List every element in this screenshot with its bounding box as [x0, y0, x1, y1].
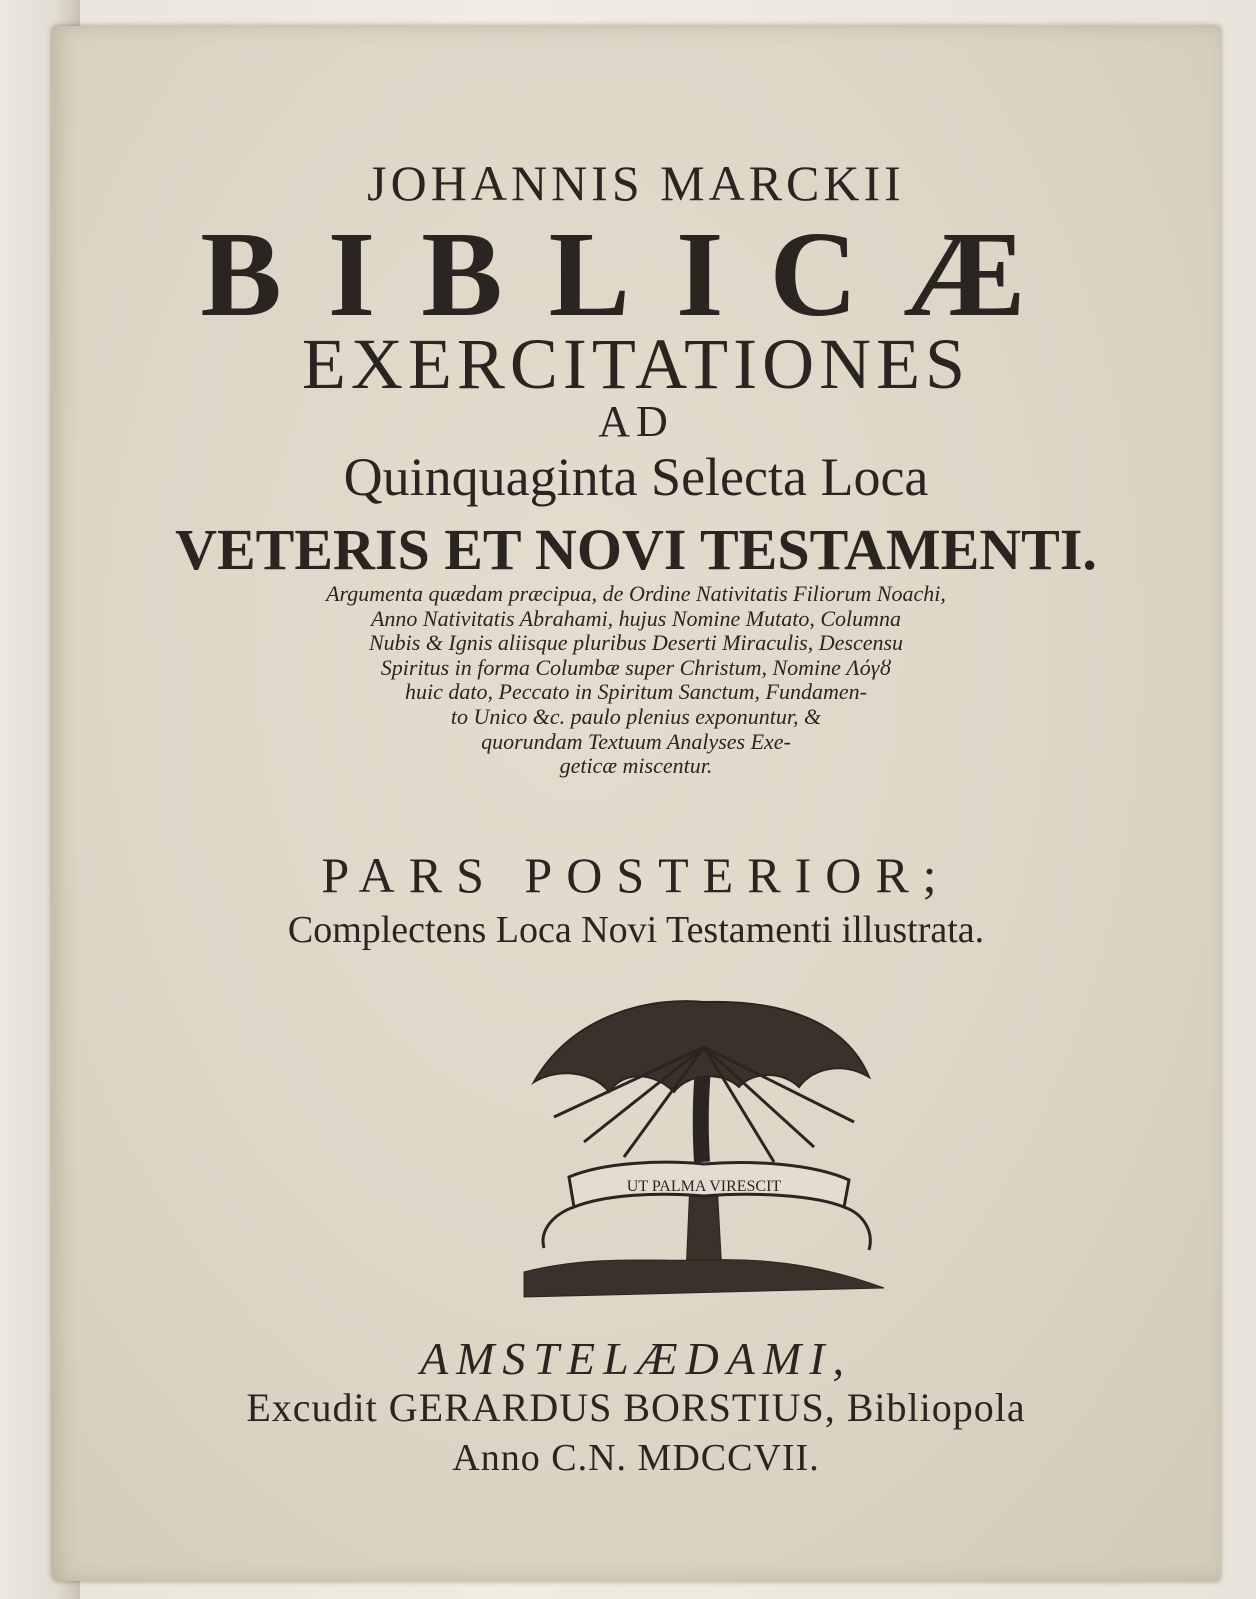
- argument-line: Spiritus in forma Columbæ super Christum, Nomine Λόγȣ: [380, 654, 892, 680]
- title-exercitationes: EXERCITATIONES: [301, 324, 971, 404]
- title-biblicae: BIBLICÆ: [200, 207, 1072, 342]
- title-page: [52, 26, 1220, 1581]
- printer-mark-motto: UT PALMA VIRESCIT: [626, 1178, 782, 1195]
- argument-line: Nubis & Ignis aliisque pluribus Deserti Miraculis, Descensu: [368, 630, 904, 656]
- palm-tree-printer-mark-icon: [514, 992, 894, 1307]
- title-ad: AD: [598, 397, 674, 446]
- author-line: JOHANNIS MARCKII: [367, 155, 905, 211]
- imprint-printer: Excudit GERARDUS BORSTIUS, Bibliopola: [246, 1385, 1026, 1430]
- imprint-year: Anno C.N. MDCCVII.: [452, 1437, 820, 1479]
- part-heading: PARS POSTERIOR;: [321, 847, 951, 903]
- argument-line: quorundam Textuum Analyses Exe-: [481, 728, 791, 754]
- argument-line: huic dato, Peccato in Spiritum Sanctum, Fundamen-: [405, 679, 867, 705]
- argument-line: to Unico &c. paulo plenius exponuntur, &: [450, 703, 822, 729]
- part-description: Complectens Loca Novi Testamenti illustrata.: [287, 909, 985, 951]
- imprint-city: AMSTELÆDAMI,: [419, 1333, 853, 1384]
- argument-line: Argumenta quædam præcipua, de Ordine Nativitatis Filiorum Noachi,: [326, 581, 946, 606]
- title-testamenti: VETERIS ET NOVI TESTAMENTI.: [175, 517, 1097, 582]
- title-quinquaginta: Quinquaginta Selecta Loca: [343, 447, 929, 507]
- argument-paragraph: [52, 582, 1220, 779]
- argument-line: Anno Nativitatis Abrahami, hujus Nomine Mutato, Columna: [370, 605, 902, 631]
- argument-line: geticæ miscentur.: [559, 753, 713, 779]
